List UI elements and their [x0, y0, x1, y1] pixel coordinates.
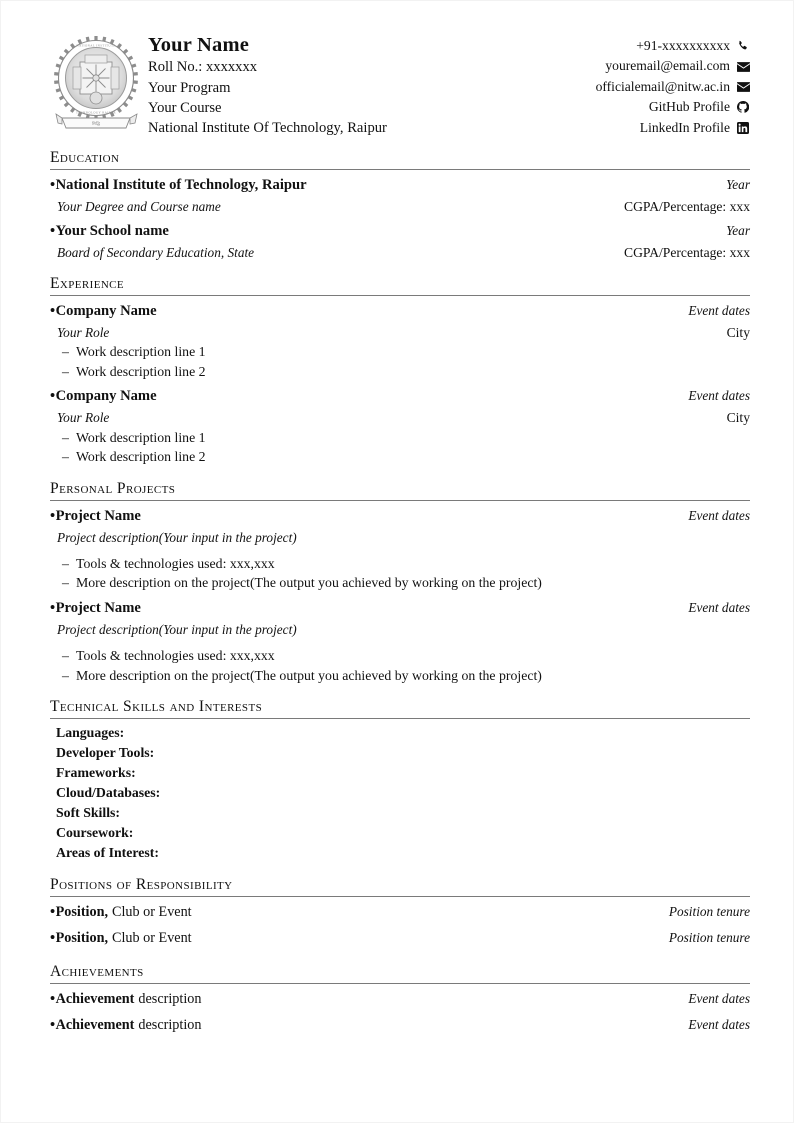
bullet-icon: •	[50, 1016, 56, 1033]
institute-name: National Institute Of Technology, Raipur	[148, 120, 387, 137]
experience-bullet	[50, 342, 750, 362]
experience-entry-header	[50, 300, 750, 323]
achievement-row	[50, 988, 750, 1011]
skill-row-languages	[50, 723, 750, 743]
linkedin-icon	[736, 121, 750, 134]
position-row	[50, 901, 750, 924]
skill-label: Frameworks:	[56, 765, 136, 781]
experience-bullet-text: Work description line 1	[76, 429, 206, 445]
achievement-description: description	[138, 1016, 202, 1033]
position-title: Position,	[55, 904, 109, 921]
project-name: Project Name	[55, 599, 141, 616]
project-bullet	[50, 646, 750, 666]
experience-company: Company Name	[55, 303, 157, 320]
project-dates: Event dates	[688, 507, 750, 523]
course: Your Course	[148, 99, 222, 116]
section-projects	[50, 480, 750, 685]
contact-block	[540, 32, 750, 138]
envelope-icon	[736, 60, 750, 73]
position-tenure: Position tenure	[668, 930, 750, 946]
dash-icon: –	[62, 449, 69, 465]
svg-text:TECHNOLOGY RAIPUR: TECHNOLOGY RAIPUR	[76, 110, 116, 115]
experience-city: City	[726, 325, 750, 341]
project-entry	[50, 505, 750, 593]
project-bullet-text: Tools & technologies used: xxx,xxx	[76, 647, 275, 663]
section-title-achievements: Achievements	[50, 962, 144, 980]
bullet-icon: •	[50, 930, 56, 947]
project-name: Project Name	[55, 507, 141, 524]
position-tenure: Position tenure	[668, 904, 750, 920]
bullet-icon: •	[50, 507, 56, 524]
skill-label: Developer Tools:	[56, 745, 155, 761]
section-rule	[50, 896, 750, 897]
nit-raipur-seal-icon	[52, 34, 144, 130]
education-entry	[50, 220, 750, 262]
project-bullet-text: More description on the project(The output you achieved by working on the project)	[76, 575, 542, 591]
section-education	[50, 149, 750, 262]
section-rule	[50, 718, 750, 719]
section-title-projects: Personal Projects	[50, 479, 176, 497]
position-row	[50, 927, 750, 950]
achievement-text	[50, 1014, 674, 1037]
education-entry-header	[50, 220, 750, 243]
position-club: Club or Event	[112, 930, 192, 947]
bullet-icon: •	[50, 990, 56, 1007]
experience-role: Your Role	[57, 410, 110, 426]
project-bullet-text: More description on the project(The output you achieved by working on the project)	[76, 667, 542, 683]
resume-header	[50, 32, 750, 136]
project-bullet	[50, 573, 750, 593]
envelope-icon	[736, 80, 750, 93]
svg-text:NATIONAL INSTITUTE: NATIONAL INSTITUTE	[76, 43, 116, 48]
project-bullet-text: Tools & technologies used: xxx,xxx	[76, 555, 275, 571]
section-rule	[50, 295, 750, 296]
experience-company: Company Name	[55, 388, 157, 405]
education-entry-sub	[50, 197, 750, 216]
experience-bullet	[50, 362, 750, 382]
resume-content	[50, 32, 750, 1036]
project-name-wrap	[50, 597, 674, 620]
experience-bullet	[50, 447, 750, 467]
project-entry-header	[50, 597, 750, 620]
achievement-dates: Event dates	[688, 990, 750, 1006]
section-title-positions: Positions of Responsibility	[50, 876, 233, 894]
experience-bullet	[50, 428, 750, 448]
dash-icon: –	[62, 575, 69, 591]
github-icon	[736, 101, 750, 114]
project-bullet	[50, 554, 750, 574]
contact-github-label: GitHub Profile	[648, 99, 730, 115]
education-institute: Your School name	[55, 223, 169, 240]
project-entry	[50, 597, 750, 685]
dash-icon: –	[62, 647, 69, 663]
project-name-wrap	[50, 505, 674, 528]
phone-icon	[736, 40, 750, 53]
bullet-icon: •	[50, 223, 56, 240]
position-club: Club or Event	[112, 904, 192, 921]
experience-company-wrap	[50, 300, 674, 323]
bullet-icon: •	[50, 904, 56, 921]
experience-entry-sub	[50, 408, 750, 427]
education-entry-title-wrap	[50, 174, 712, 197]
program: Your Program	[148, 79, 231, 96]
experience-bullet-text: Work description line 1	[76, 344, 206, 360]
project-entry-header	[50, 505, 750, 528]
experience-bullet-text: Work description line 2	[76, 363, 206, 379]
section-title-experience: Experience	[50, 275, 125, 293]
bullet-icon: •	[50, 388, 56, 405]
experience-entry-header	[50, 385, 750, 408]
experience-role: Your Role	[57, 325, 110, 341]
section-experience	[50, 275, 750, 466]
dash-icon: –	[62, 429, 69, 445]
achievement-dates: Event dates	[688, 1016, 750, 1032]
candidate-name: Your Name	[148, 34, 250, 56]
experience-entry	[50, 300, 750, 381]
section-rule	[50, 500, 750, 501]
skill-row-cloud-databases	[50, 783, 750, 803]
achievement-description: description	[138, 990, 202, 1007]
section-skills	[50, 698, 750, 863]
project-description: Project description(Your input in the project)	[57, 529, 297, 545]
education-entry-header	[50, 174, 750, 197]
achievement-text	[50, 988, 674, 1011]
svg-text:सिद्धि: सिद्धि	[92, 121, 100, 126]
contact-linkedin-label: LinkedIn Profile	[639, 119, 730, 135]
contact-email-personal-label: youremail@email.com	[605, 58, 730, 74]
dash-icon: –	[62, 363, 69, 379]
skill-row-coursework	[50, 823, 750, 843]
experience-company-wrap	[50, 385, 674, 408]
experience-city: City	[726, 410, 750, 426]
skill-label: Soft Skills:	[56, 805, 121, 821]
header-identity	[146, 32, 540, 138]
dash-icon: –	[62, 555, 69, 571]
skill-row-areas-of-interest	[50, 843, 750, 863]
section-rule	[50, 169, 750, 170]
skill-label: Cloud/Databases:	[56, 785, 161, 801]
education-year: Year	[726, 223, 750, 239]
dash-icon: –	[62, 667, 69, 683]
skill-label: Areas of Interest:	[56, 845, 159, 861]
contact-github[interactable]	[540, 97, 750, 117]
dash-icon: –	[62, 344, 69, 360]
skill-row-frameworks	[50, 763, 750, 783]
bullet-icon: •	[50, 599, 56, 616]
contact-phone-label: +91-xxxxxxxxxx	[636, 38, 730, 53]
contact-email-official[interactable]	[540, 77, 750, 97]
bullet-icon: •	[50, 177, 56, 194]
experience-bullet-text: Work description line 2	[76, 449, 206, 465]
skill-label: Languages:	[56, 725, 125, 741]
education-cgpa: CGPA/Percentage: xxx	[624, 244, 750, 260]
section-positions	[50, 876, 750, 950]
project-bullet	[50, 666, 750, 686]
position-text	[50, 927, 655, 950]
education-entry-title-wrap	[50, 220, 712, 243]
education-board: Board of Secondary Education, State	[57, 244, 255, 260]
position-text	[50, 901, 655, 924]
education-degree: Your Degree and Course name	[57, 198, 221, 214]
institute-logo	[50, 32, 146, 130]
experience-dates: Event dates	[688, 388, 750, 404]
contact-phone[interactable]	[540, 36, 750, 56]
contact-email-personal[interactable]	[540, 56, 750, 76]
project-description: Project description(Your input in the project)	[57, 621, 297, 637]
education-entry	[50, 174, 750, 216]
experience-dates: Event dates	[688, 303, 750, 319]
achievement-title: Achievement	[55, 1016, 135, 1033]
skill-label: Coursework:	[56, 825, 134, 841]
education-entry-sub	[50, 243, 750, 262]
section-title-education: Education	[50, 149, 120, 166]
section-title-skills: Technical Skills and Interests	[50, 698, 263, 716]
position-title: Position,	[55, 930, 109, 947]
roll-number: Roll No.: xxxxxxx	[148, 59, 258, 76]
education-year: Year	[726, 177, 750, 193]
skill-row-soft-skills	[50, 803, 750, 823]
bullet-icon: •	[50, 303, 56, 320]
project-dates: Event dates	[688, 599, 750, 615]
section-achievements	[50, 963, 750, 1037]
skill-row-developer-tools	[50, 743, 750, 763]
contact-email-official-label: officialemail@nitw.ac.in	[595, 78, 730, 94]
achievement-title: Achievement	[55, 990, 135, 1007]
experience-entry-sub	[50, 323, 750, 342]
experience-entry	[50, 385, 750, 466]
education-institute: National Institute of Technology, Raipur	[55, 177, 307, 194]
section-rule	[50, 983, 750, 984]
achievement-row	[50, 1014, 750, 1037]
contact-linkedin[interactable]	[540, 118, 750, 138]
education-cgpa: CGPA/Percentage: xxx	[624, 198, 750, 214]
